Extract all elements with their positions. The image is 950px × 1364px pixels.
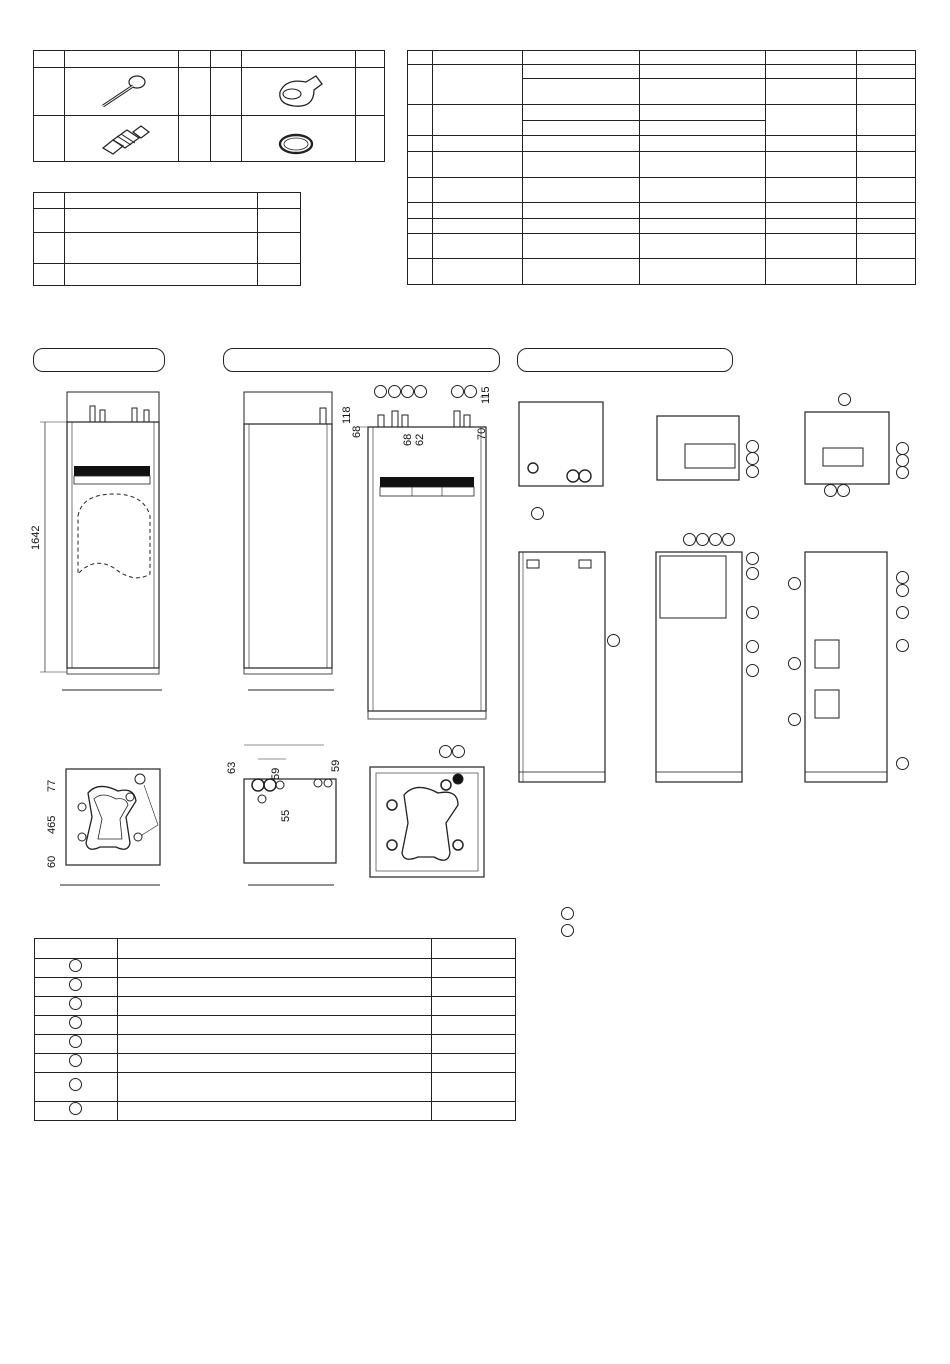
row-marker-icon (69, 1035, 82, 1048)
table-row (408, 152, 916, 178)
dimension-55-label: 55 (280, 809, 292, 822)
legend-marker-2 (561, 924, 574, 937)
component-marker-s (824, 484, 837, 497)
plan-view-drawing (58, 765, 168, 885)
component-front-view-1 (517, 540, 609, 790)
connection-marker-6 (464, 385, 477, 398)
component-front-view-3 (803, 540, 895, 790)
table-row (408, 178, 916, 203)
component-top-view-3 (803, 400, 893, 485)
table-row (34, 264, 301, 286)
elbow-fitting-icon (272, 72, 332, 112)
table-row (34, 68, 385, 116)
table-row (35, 1102, 516, 1121)
table-row (35, 1016, 516, 1035)
table-row (35, 1054, 516, 1073)
table-row (34, 51, 385, 68)
table-row (34, 193, 301, 209)
dimension-465-label: 465 (46, 815, 58, 834)
specification-table (407, 50, 916, 285)
dimension-68-label: 68 (351, 425, 363, 438)
table-row (35, 1035, 516, 1054)
row-marker-icon (69, 997, 82, 1010)
accessory-cell (65, 116, 179, 162)
bolt-with-foot-icon (93, 72, 153, 112)
table-row (408, 203, 916, 219)
component-marker-l (746, 606, 759, 619)
section-header-components (517, 348, 733, 372)
component-marker-m (746, 640, 759, 653)
connection-marker-1 (374, 385, 387, 398)
component-marker-t (837, 484, 850, 497)
table-row (408, 234, 916, 259)
component-marker-ab (788, 713, 801, 726)
component-marker-n (746, 664, 759, 677)
component-marker-r (896, 466, 909, 479)
component-marker-g (696, 533, 709, 546)
valve-connector-icon (97, 120, 157, 160)
accessories-table (33, 50, 385, 162)
connection-marker-2 (388, 385, 401, 398)
row-marker-icon (69, 1054, 82, 1067)
component-panel-view-2 (655, 400, 745, 480)
component-marker-aa (788, 657, 801, 670)
component-marker-k (746, 567, 759, 580)
component-marker-v (896, 584, 909, 597)
component-top-view-1 (517, 400, 607, 490)
table-row (408, 259, 916, 285)
dimension-115-label: 115 (480, 386, 492, 404)
dimension-59-label: 59 (270, 767, 282, 780)
side-view-drawing (240, 390, 340, 690)
connection-marker-4 (414, 385, 427, 398)
dimension-62-label: 62 (414, 433, 426, 446)
row-marker-icon (69, 978, 82, 991)
component-marker-z (788, 577, 801, 590)
component-marker-y (896, 757, 909, 770)
accessory-cell (241, 116, 355, 162)
table-row (34, 116, 385, 162)
dimension-60-label: 60 (46, 855, 58, 868)
table-row (34, 209, 301, 233)
plan-marker-1 (439, 745, 452, 758)
connection-marker-5 (451, 385, 464, 398)
legend-table (34, 938, 516, 1121)
legend-marker-1 (561, 907, 574, 920)
component-marker-o (838, 393, 851, 406)
front-view-drawing (40, 390, 170, 690)
row-marker-icon (69, 1016, 82, 1029)
row-marker-icon (69, 959, 82, 972)
table-row (35, 959, 516, 978)
component-marker-i (722, 533, 735, 546)
section-header-connections (223, 348, 500, 372)
component-front-view-2 (654, 540, 746, 790)
connection-marker-3 (401, 385, 414, 398)
accessory-cell (241, 68, 355, 116)
table-row (34, 233, 301, 264)
dimension-68b-label: 68 (402, 433, 414, 446)
component-marker-a (531, 507, 544, 520)
plan-marker-2 (452, 745, 465, 758)
dimension-70-label: 70 (476, 427, 488, 440)
component-marker-d (746, 452, 759, 465)
parts-table-small (33, 192, 301, 286)
component-marker-h (709, 533, 722, 546)
plan-view-right-drawing (368, 765, 488, 875)
table-row (408, 65, 916, 79)
table-row (408, 51, 916, 65)
row-marker-icon (69, 1102, 82, 1115)
component-marker-b (607, 634, 620, 647)
component-marker-x (896, 639, 909, 652)
dimension-77-label: 77 (46, 779, 58, 792)
accessory-cell (65, 68, 179, 116)
section-header-dimensions (33, 348, 165, 372)
row-marker-icon (69, 1078, 82, 1091)
o-ring-icon (276, 124, 336, 164)
component-marker-f (683, 533, 696, 546)
table-row (408, 219, 916, 234)
dimension-height-label: 1642 (30, 525, 42, 550)
table-row (408, 136, 916, 152)
dimension-63-label: 63 (226, 761, 238, 774)
component-marker-u (896, 571, 909, 584)
table-row (35, 978, 516, 997)
table-row (35, 1073, 516, 1102)
dimension-118-label: 118 (341, 406, 353, 424)
table-row (35, 997, 516, 1016)
table-row (35, 939, 516, 959)
component-marker-e (746, 465, 759, 478)
table-row (408, 105, 916, 121)
dimension-59b-label: 59 (330, 759, 342, 772)
component-marker-w (896, 606, 909, 619)
component-marker-j (746, 552, 759, 565)
